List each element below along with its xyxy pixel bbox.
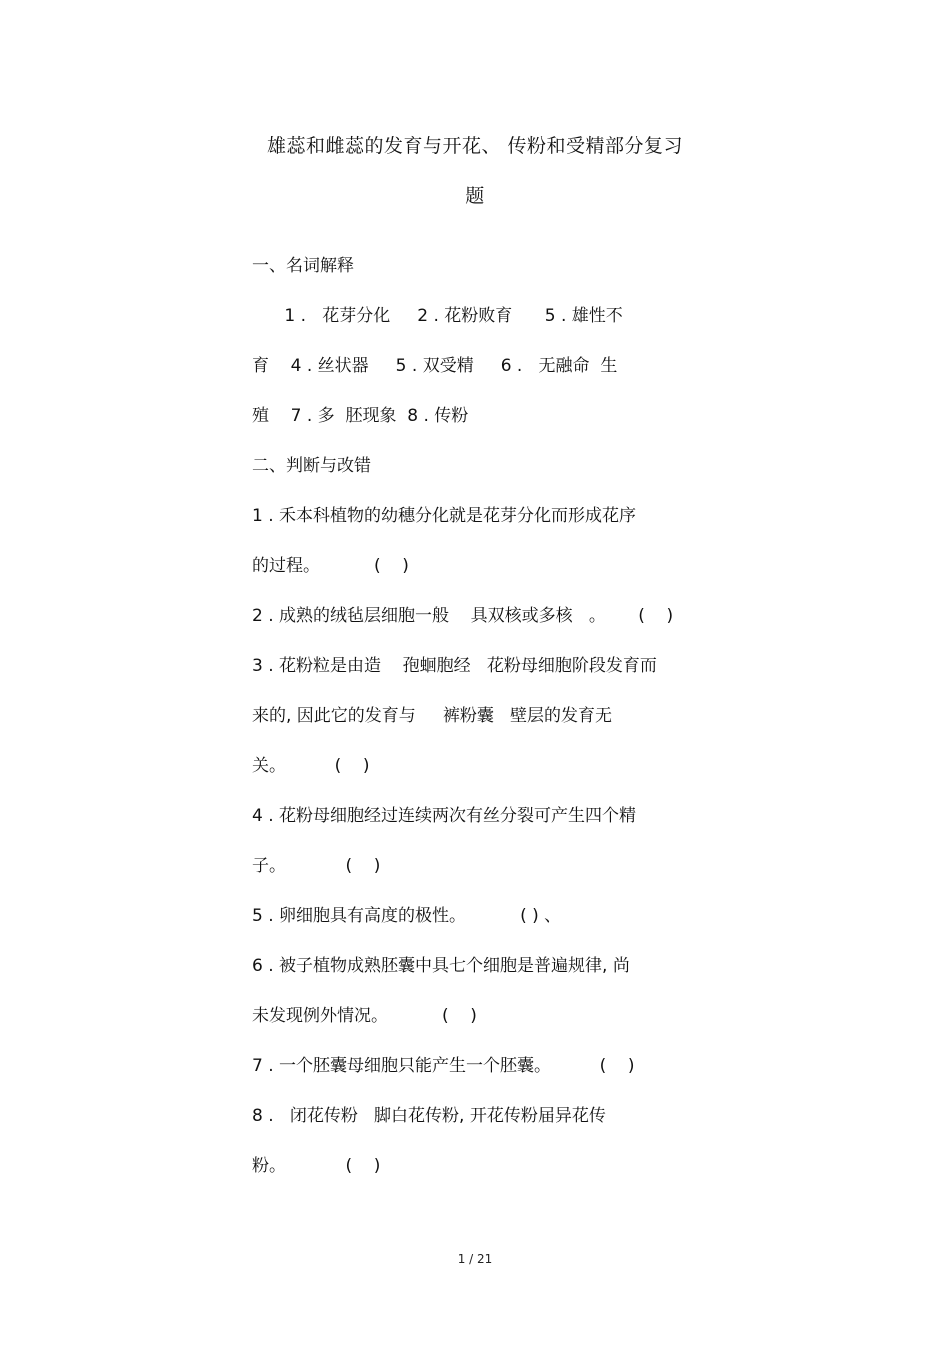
document-title-continued: 题 — [465, 185, 485, 207]
question-line: 的过程。 ( ) — [252, 556, 409, 576]
text-line: 育 4 . 丝状器 5 . 双受精 6 . 无融命 生 — [252, 356, 618, 376]
question-line: 4 . 花粉母细胞经过连续两次有丝分裂可产生四个精 — [252, 806, 637, 826]
page-number: 1 / 21 — [457, 1252, 493, 1266]
section-heading-true-false: 二、判断与改错 — [252, 456, 371, 476]
question-line: 8 . 闭花传粉 脚白花传粉, 开花传粉届异花传 — [252, 1106, 606, 1126]
question-line: 未发现例外情况。 ( ) — [252, 1006, 477, 1026]
question-line: 2 . 成熟的绒毡层细胞一般 具双核或多核 。 ( ) — [252, 606, 674, 626]
question-line: 来的, 因此它的发育与 裤粉囊 壁层的发育无 — [252, 706, 613, 726]
document-title: 雄蕊和雌蕊的发育与开花、 传粉和受精部分复习 — [266, 135, 684, 157]
question-line: 7 . 一个胚囊母细胞只能产生一个胚囊。 ( ) — [252, 1056, 635, 1076]
question-line: 粉。 ( ) — [252, 1156, 381, 1176]
question-line: 1 . 禾本科植物的幼穗分化就是花芽分化而形成花序 — [252, 506, 637, 526]
question-line: 5 . 卵细胞具有高度的极性。 ( ) 、 — [252, 906, 562, 926]
text-line: 殖 7 . 多 胚现象 8 . 传粉 — [252, 406, 469, 426]
question-line: 6 . 被子植物成熟胚囊中具七个细胞是普遍规律, 尚 — [252, 956, 630, 976]
section-heading-definitions: 一、名词解释 — [252, 256, 354, 276]
text-line: 1 . 花芽分化 2 . 花粉败育 5 . 雄性不 — [252, 306, 623, 326]
question-line: 3 . 花粉粒是由造 孢蛔胞经 花粉母细胞阶段发育而 — [252, 656, 657, 676]
question-line: 关。 ( ) — [252, 756, 370, 776]
question-line: 子。 ( ) — [252, 856, 381, 876]
